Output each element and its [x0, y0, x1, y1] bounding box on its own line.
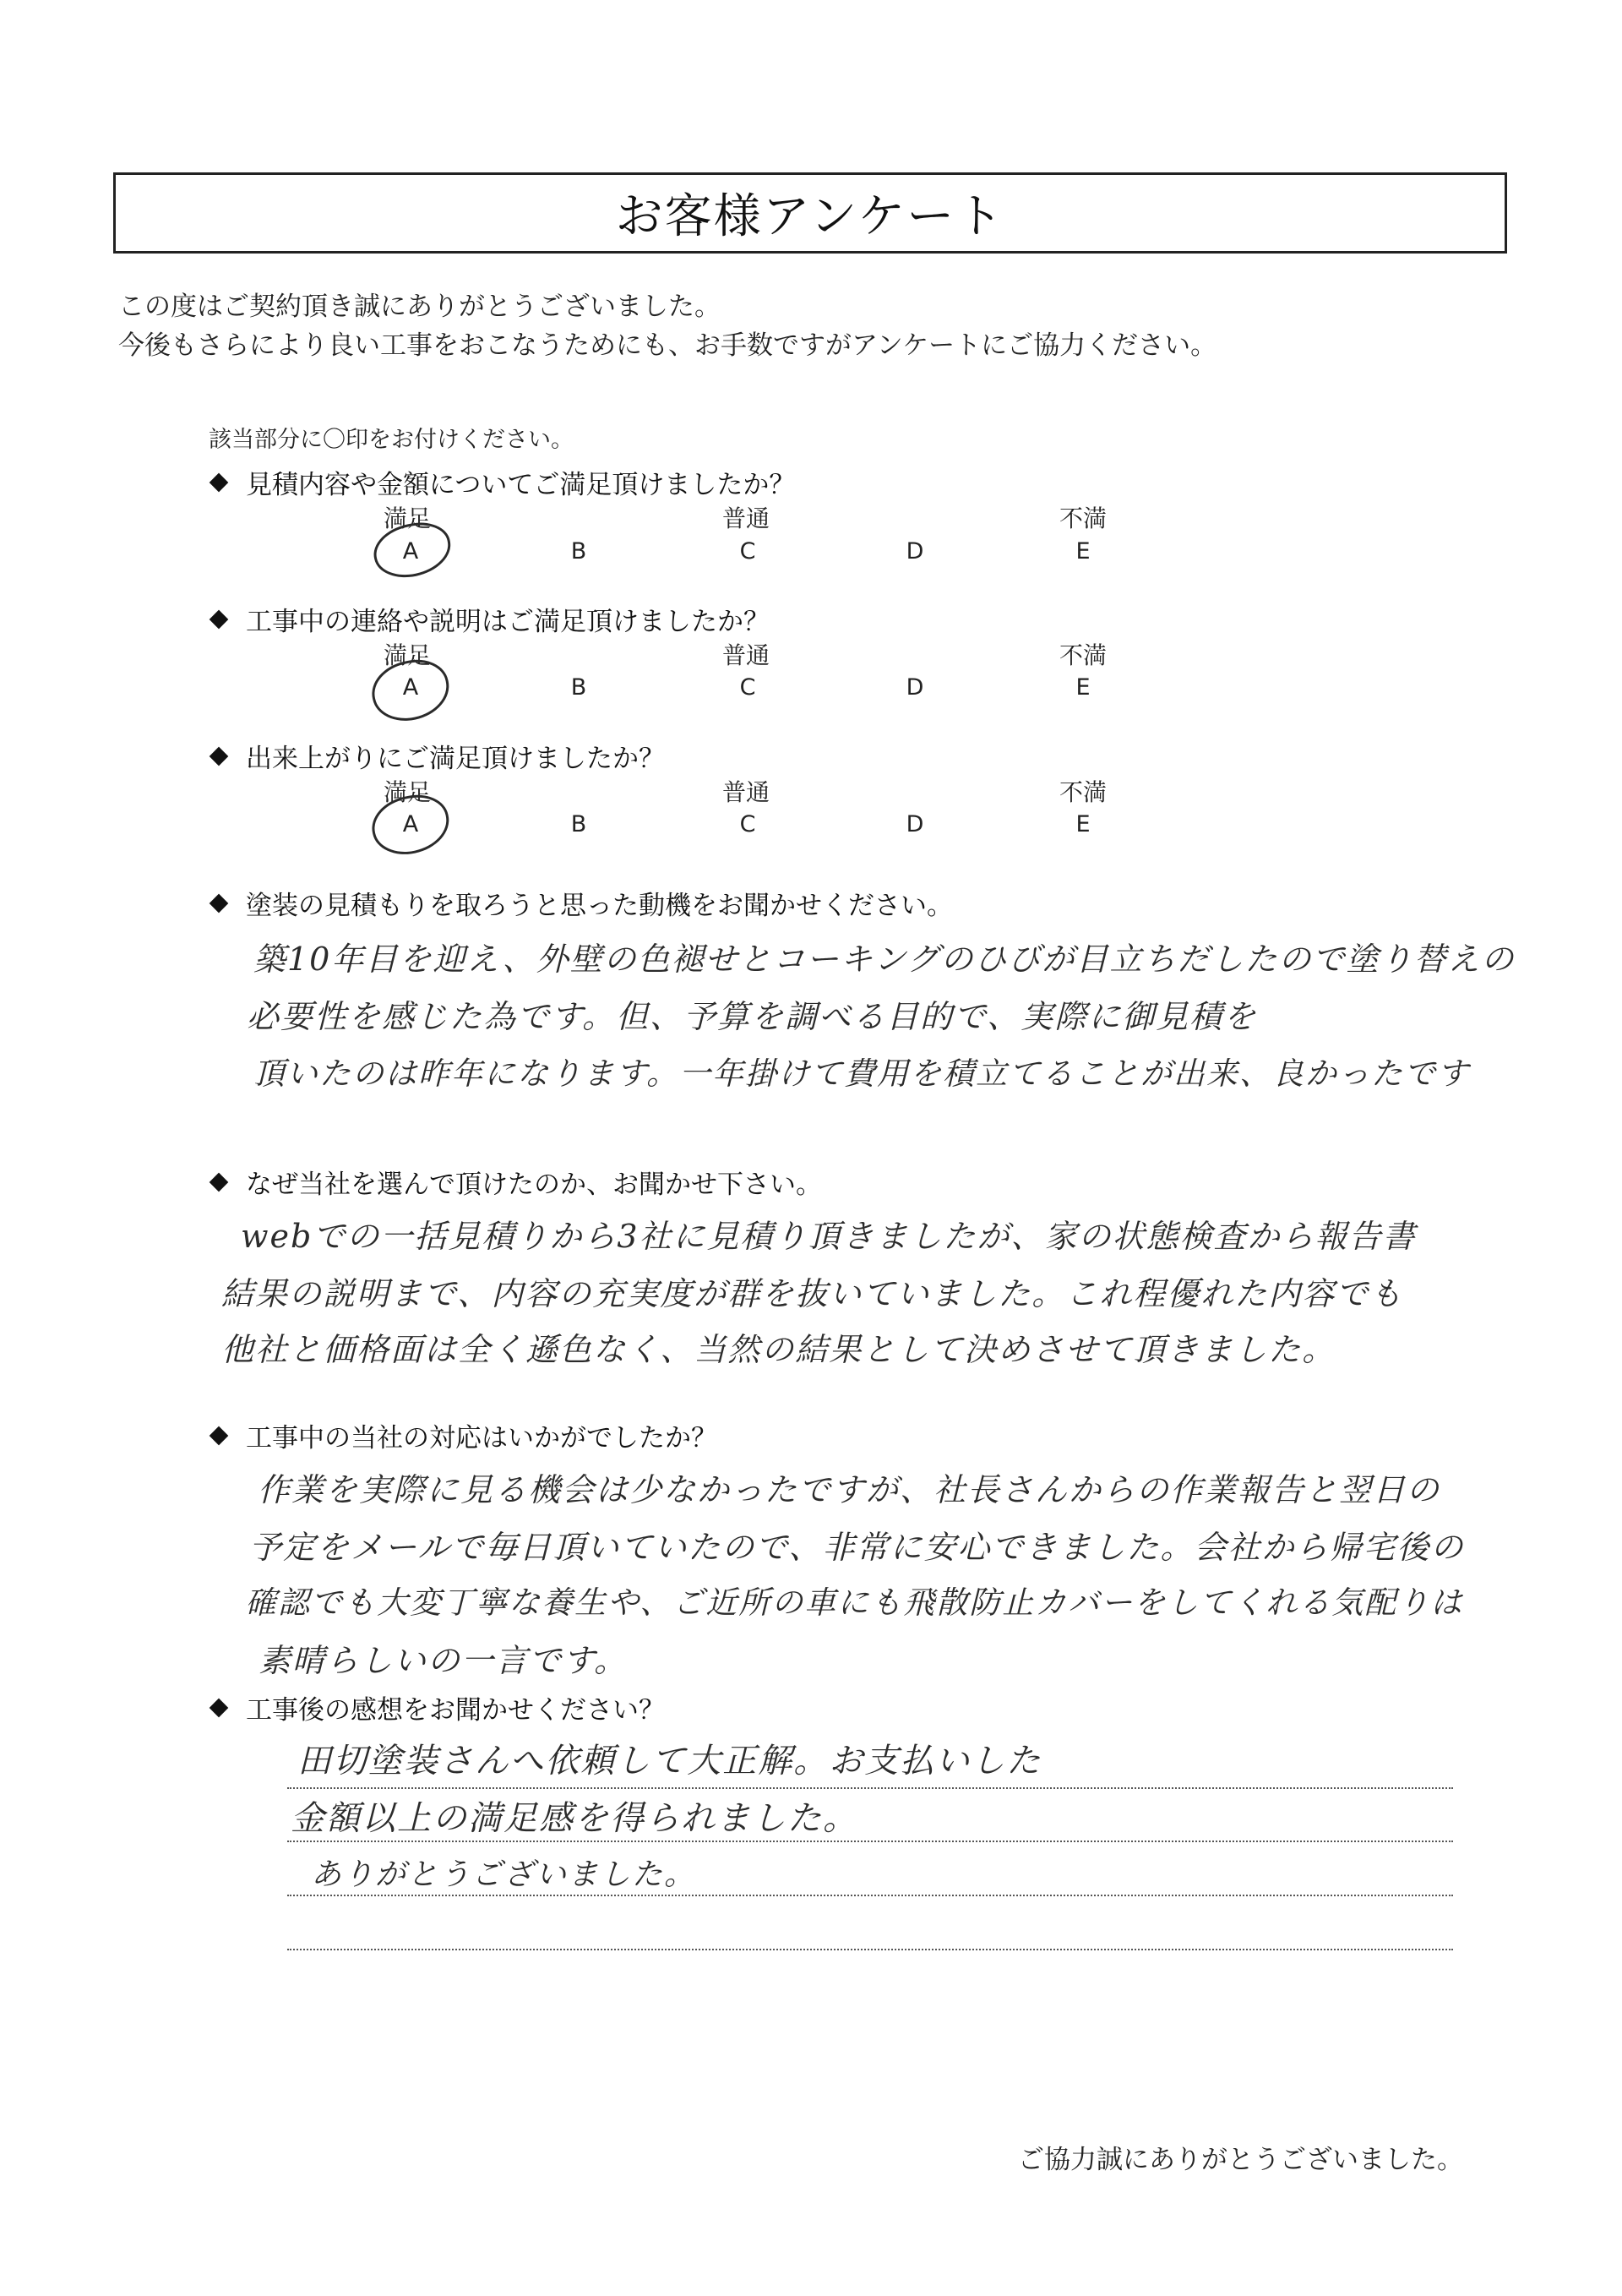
- question-4: [209, 884, 953, 922]
- question-2: [209, 600, 770, 638]
- scale-label-bad: 不満: [1059, 778, 1108, 806]
- scale-label-neutral: 普通: [721, 504, 770, 532]
- question-7-text: 工事後の感想をお聞かせください？: [246, 1695, 665, 1726]
- handwritten-answer-line: 金額以上の満足感を得られました。: [291, 1799, 858, 1838]
- question-3-text: 出来上がりにご満足頂けましたか？: [246, 744, 665, 774]
- option-d[interactable]: D: [906, 538, 924, 564]
- option-c[interactable]: C: [739, 811, 756, 837]
- diamond-bullet-icon: [210, 1426, 229, 1445]
- handwritten-answer-line: webでの一括見積りから3社に見積り頂きましたが、家の状態検査から報告書: [241, 1218, 1417, 1255]
- option-b[interactable]: B: [570, 674, 587, 701]
- option-c[interactable]: C: [739, 538, 756, 564]
- diamond-bullet-icon: [210, 893, 229, 913]
- option-b[interactable]: B: [570, 811, 587, 837]
- option-d[interactable]: D: [906, 674, 924, 701]
- option-c[interactable]: C: [739, 674, 756, 701]
- intro-line-1: この度はご契約頂き誠にありがとうございました。: [118, 292, 721, 322]
- question-5-text: なぜ当社を選んで頂けたのか、お聞かせ下さい。: [246, 1170, 822, 1200]
- question-7: [209, 1688, 665, 1726]
- option-e[interactable]: E: [1075, 538, 1091, 564]
- instruction-text: 該当部分に〇印をお付けください。: [209, 427, 574, 453]
- scale-label-good: 満足: [383, 778, 432, 806]
- scale-label-bad: 不満: [1059, 641, 1108, 669]
- question-6: [209, 1416, 717, 1454]
- selected-circle-mark: [367, 788, 454, 861]
- question-1: [209, 463, 795, 501]
- question-4-text: 塗装の見積もりを取ろうと思った動機をお聞かせください。: [246, 891, 953, 921]
- question-1-text: 見積内容や金額についてご満足頂けましたか？: [246, 470, 796, 500]
- option-e[interactable]: E: [1075, 674, 1091, 701]
- handwritten-answer-line: 必要性を感じた為です。但、予算を調べる目的で、実際に御見積を: [247, 998, 1258, 1035]
- handwritten-answer-line: 築10年目を迎え、外壁の色褪せとコーキングのひびが目立ちだしたので塗り替えの: [253, 941, 1516, 978]
- answer-ruled-line: [287, 1787, 1453, 1789]
- intro-text: [118, 287, 1216, 365]
- handwritten-answer-line: 結果の説明まで、内容の充実度が群を抜いていました。これ程優れた内容でも: [221, 1275, 1404, 1312]
- scale-label-good: 満足: [383, 504, 432, 532]
- question-6-text: 工事中の当社の対応はいかがでしたか？: [246, 1423, 717, 1453]
- handwritten-answer-line: 予定をメールで毎日頂いていたので、非常に安心できました。会社から帰宅後の: [249, 1529, 1465, 1566]
- survey-title-box: [113, 172, 1507, 254]
- option-a[interactable]: A: [402, 811, 419, 837]
- diamond-bullet-icon: [210, 609, 229, 629]
- handwritten-answer-line: 確認でも大変丁寧な養生や、ご近所の車にも飛散防止カバーをしてくれる気配りは: [245, 1584, 1464, 1621]
- selected-circle-mark: [369, 516, 456, 584]
- handwritten-answer-line: 頂いたのは昨年になります。一年掛けて費用を積立てることが出来、良かったです: [253, 1055, 1471, 1092]
- question-5: [209, 1163, 822, 1201]
- scale-label-good: 満足: [383, 641, 432, 669]
- scale-label-neutral: 普通: [721, 641, 770, 669]
- survey-title: お客様アンケート: [615, 189, 1005, 244]
- selected-circle-mark: [367, 653, 455, 728]
- handwritten-answer-line: ありがとうございました。: [311, 1857, 697, 1892]
- option-d[interactable]: D: [906, 811, 924, 837]
- diamond-bullet-icon: [210, 1698, 229, 1717]
- handwritten-answer-line: 作業を実際に見る機会は少なかったですが、社長さんからの作業報告と翌日の: [258, 1471, 1441, 1508]
- diamond-bullet-icon: [210, 1172, 229, 1192]
- answer-ruled-line: [287, 1895, 1453, 1896]
- handwritten-answer-line: 田切塗装さんへ依頼して大正解。お支払いした: [297, 1742, 1042, 1781]
- scale-label-neutral: 普通: [721, 778, 770, 806]
- option-b[interactable]: B: [570, 538, 587, 564]
- answer-ruled-line: [287, 1949, 1453, 1950]
- diamond-bullet-icon: [210, 472, 229, 492]
- handwritten-answer-line: 他社と価格面は全く遜色なく、当然の結果として決めさせて頂きました。: [221, 1331, 1336, 1368]
- option-e[interactable]: E: [1075, 811, 1091, 837]
- intro-line-2: 今後もさらにより良い工事をおこなうためにも、お手数ですがアンケートにご協力ください。: [118, 330, 1217, 361]
- option-a[interactable]: A: [402, 538, 419, 564]
- scale-label-bad: 不満: [1059, 504, 1108, 532]
- option-a[interactable]: A: [402, 674, 419, 701]
- question-3: [209, 737, 665, 775]
- diamond-bullet-icon: [210, 746, 229, 766]
- thank-you-footer: ご協力誠にありがとうございました。: [1018, 2145, 1463, 2175]
- answer-ruled-line: [287, 1841, 1453, 1842]
- question-2-text: 工事中の連絡や説明はご満足頂けましたか？: [246, 607, 770, 637]
- handwritten-answer-line: 素晴らしいの一言です。: [259, 1642, 628, 1679]
